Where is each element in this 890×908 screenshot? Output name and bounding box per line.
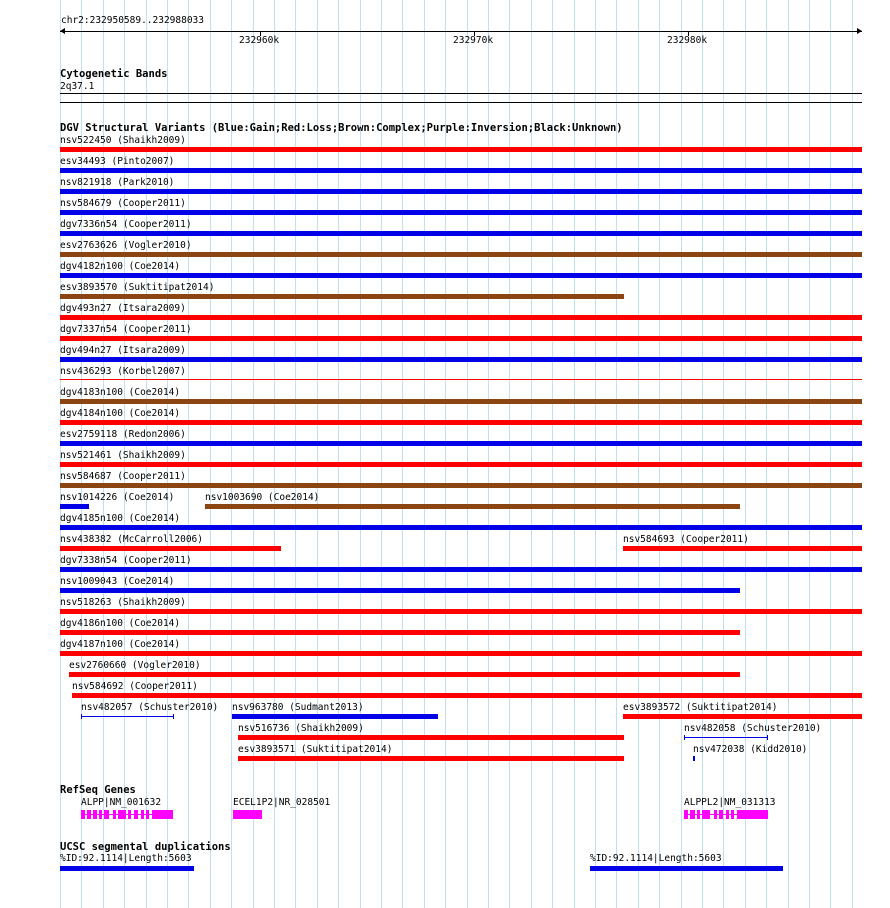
variant-end-cap bbox=[684, 735, 685, 740]
variant-bar-gain[interactable] bbox=[232, 714, 438, 719]
gene-exon-alppl2[interactable] bbox=[702, 810, 710, 819]
variant-bar-complex[interactable] bbox=[60, 399, 862, 404]
variant-label[interactable]: dgv4185n100 (Coe2014) bbox=[60, 513, 181, 524]
variant-label[interactable]: nsv521461 (Shaikh2009) bbox=[60, 450, 186, 461]
gene-exon-alppl2[interactable] bbox=[697, 810, 700, 819]
gene-exon-alpp[interactable] bbox=[152, 810, 173, 819]
variant-label[interactable]: nsv1014226 (Coe2014) bbox=[60, 492, 175, 503]
variant-label[interactable]: dgv7337n54 (Cooper2011) bbox=[60, 324, 192, 335]
variant-label[interactable]: nsv821918 (Park2010) bbox=[60, 177, 175, 188]
variant-bar-gain[interactable] bbox=[684, 737, 768, 738]
gene-exon-alpp[interactable] bbox=[104, 810, 109, 819]
variant-label[interactable]: nsv438382 (McCarroll2006) bbox=[60, 534, 203, 545]
gene-exon-alppl2[interactable] bbox=[690, 810, 695, 819]
variant-label[interactable]: esv2759118 (Redon2006) bbox=[60, 429, 186, 440]
variant-label[interactable]: nsv522450 (Shaikh2009) bbox=[60, 135, 186, 146]
variant-bar-complex[interactable] bbox=[60, 483, 862, 488]
variant-label[interactable]: dgv4186n100 (Coe2014) bbox=[60, 618, 181, 629]
gene-exon-alpp[interactable] bbox=[146, 810, 149, 819]
ruler-left-arrow-icon bbox=[60, 28, 65, 34]
ruler-right-arrow-icon bbox=[857, 28, 862, 34]
gene-label-ecel1p2[interactable]: ECEL1P2|NR_028501 bbox=[233, 797, 331, 808]
variant-label[interactable]: dgv4187n100 (Coe2014) bbox=[60, 639, 181, 650]
variant-label[interactable]: nsv1009043 (Coe2014) bbox=[60, 576, 175, 587]
variant-bar-gain[interactable] bbox=[60, 441, 862, 446]
ruler-tick-label: 232960k bbox=[239, 35, 280, 46]
segdup-track-title: UCSC segmental duplications bbox=[60, 841, 231, 853]
variant-label[interactable]: dgv494n27 (Itsara2009) bbox=[60, 345, 186, 356]
gene-exon-alppl2[interactable] bbox=[726, 810, 729, 819]
variant-end-cap bbox=[173, 714, 174, 719]
variant-bar-gain[interactable] bbox=[60, 567, 862, 572]
ruler-tick-label: 232970k bbox=[453, 35, 494, 46]
variant-bar-gain[interactable] bbox=[60, 168, 862, 173]
variant-label[interactable]: dgv4182n100 (Coe2014) bbox=[60, 261, 181, 272]
variant-label[interactable]: esv3893572 (Suktitipat2014) bbox=[623, 702, 778, 713]
gene-exon-alpp[interactable] bbox=[141, 810, 144, 819]
gene-exon-alpp[interactable] bbox=[87, 810, 91, 819]
ruler-line[interactable] bbox=[60, 31, 862, 32]
gene-label-alpp[interactable]: ALPP|NM_001632 bbox=[81, 797, 162, 808]
variant-bar-gain[interactable] bbox=[60, 588, 740, 593]
refseq-track-title: RefSeq Genes bbox=[60, 784, 136, 796]
variant-label[interactable]: nsv584693 (Cooper2011) bbox=[623, 534, 749, 545]
cytoband-band-bottom bbox=[60, 102, 862, 103]
cytoband-band[interactable] bbox=[60, 93, 862, 94]
variant-bar-complex[interactable] bbox=[60, 294, 624, 299]
variant-bar-loss[interactable] bbox=[60, 651, 862, 656]
gene-exon-alppl2[interactable] bbox=[737, 810, 768, 819]
variant-bar-loss[interactable] bbox=[60, 609, 862, 614]
variant-label[interactable]: nsv584679 (Cooper2011) bbox=[60, 198, 186, 209]
gene-exon-alppl2[interactable] bbox=[731, 810, 734, 819]
variant-label[interactable]: nsv584687 (Cooper2011) bbox=[60, 471, 186, 482]
variant-bar-gain[interactable] bbox=[60, 231, 862, 236]
location-label: chr2:232950589..232988033 bbox=[61, 15, 204, 26]
variant-label[interactable]: dgv4184n100 (Coe2014) bbox=[60, 408, 181, 419]
variant-label[interactable]: esv2760660 (Vogler2010) bbox=[69, 660, 201, 671]
segdup-bar[interactable] bbox=[590, 866, 783, 871]
variant-label[interactable]: esv2763626 (Vogler2010) bbox=[60, 240, 192, 251]
variant-end-cap bbox=[767, 735, 768, 740]
ruler-tick-label: 232980k bbox=[667, 35, 708, 46]
cytoband-label: 2q37.1 bbox=[60, 81, 95, 92]
segdup-bar[interactable] bbox=[60, 866, 194, 871]
variant-label[interactable]: nsv482057 (Schuster2010) bbox=[81, 702, 219, 713]
variant-bar-gain[interactable] bbox=[60, 210, 862, 215]
gene-exon-alpp[interactable] bbox=[128, 810, 131, 819]
variant-bar-loss[interactable] bbox=[69, 672, 740, 677]
variant-label[interactable]: nsv516736 (Shaikh2009) bbox=[238, 723, 364, 734]
variant-label[interactable]: esv34493 (Pinto2007) bbox=[60, 156, 175, 167]
variant-bar-gain[interactable] bbox=[60, 525, 862, 530]
cytoband-track-title: Cytogenetic Bands bbox=[60, 68, 168, 80]
variant-label[interactable]: nsv584692 (Cooper2011) bbox=[72, 681, 198, 692]
variant-label[interactable]: dgv7336n54 (Cooper2011) bbox=[60, 219, 192, 230]
variant-label[interactable]: nsv1003690 (Coe2014) bbox=[205, 492, 320, 503]
variant-bar-gain[interactable] bbox=[60, 357, 862, 362]
variant-label[interactable]: dgv7338n54 (Cooper2011) bbox=[60, 555, 192, 566]
gene-exon-alpp[interactable] bbox=[93, 810, 97, 819]
variant-label[interactable]: nsv482058 (Schuster2010) bbox=[684, 723, 822, 734]
variant-label[interactable]: esv3893571 (Suktitipat2014) bbox=[238, 744, 393, 755]
variant-bar-loss[interactable] bbox=[60, 546, 281, 551]
variant-label[interactable]: nsv472038 (Kidd2010) bbox=[693, 744, 808, 755]
gene-label-alppl2[interactable]: ALPPL2|NM_031313 bbox=[684, 797, 776, 808]
variant-label[interactable]: nsv963780 (Sudmant2013) bbox=[232, 702, 364, 713]
segdup-label[interactable]: %ID:92.1114|Length:5603 bbox=[590, 853, 722, 864]
variant-bar-complex[interactable] bbox=[205, 504, 740, 509]
gene-exon-ecel1p2[interactable] bbox=[233, 810, 262, 819]
variant-bar-gain[interactable] bbox=[81, 716, 174, 717]
gene-exon-alpp[interactable] bbox=[113, 810, 116, 819]
variant-bar-gain[interactable] bbox=[60, 273, 862, 278]
gene-exon-alppl2[interactable] bbox=[714, 810, 717, 819]
variant-bar-loss[interactable] bbox=[60, 462, 862, 467]
variant-bar-loss[interactable] bbox=[60, 315, 862, 320]
variant-end-cap bbox=[81, 714, 82, 719]
variant-label[interactable]: esv3893570 (Suktitipat2014) bbox=[60, 282, 215, 293]
gene-exon-alppl2[interactable] bbox=[719, 810, 723, 819]
variant-bar-loss[interactable] bbox=[60, 336, 862, 341]
variant-label[interactable]: dgv493n27 (Itsara2009) bbox=[60, 303, 186, 314]
gene-exon-alpp[interactable] bbox=[118, 810, 126, 819]
variant-bar-loss[interactable] bbox=[238, 756, 624, 761]
dgv-track-title: DGV Structural Variants (Blue:Gain;Red:Loss;Brown:Complex;Purple:Inversion;Black:Unknown) bbox=[60, 122, 623, 134]
variant-bar-loss[interactable] bbox=[60, 379, 862, 380]
variant-bar-gain[interactable] bbox=[693, 756, 695, 761]
variant-bar-loss[interactable] bbox=[623, 714, 862, 719]
variant-bar-loss[interactable] bbox=[72, 693, 862, 698]
variant-bar-loss[interactable] bbox=[238, 735, 624, 740]
variant-bar-gain[interactable] bbox=[60, 189, 862, 194]
gene-exon-alpp[interactable] bbox=[99, 810, 102, 819]
variant-bar-loss[interactable] bbox=[60, 147, 862, 152]
variant-label[interactable]: nsv518263 (Shaikh2009) bbox=[60, 597, 186, 608]
segdup-label[interactable]: %ID:92.1114|Length:5603 bbox=[60, 853, 192, 864]
gene-exon-alppl2[interactable] bbox=[684, 810, 688, 819]
gene-exon-alpp[interactable] bbox=[81, 810, 85, 819]
variant-label[interactable]: nsv436293 (Korbel2007) bbox=[60, 366, 186, 377]
variant-bar-loss[interactable] bbox=[60, 630, 740, 635]
variant-bar-gain[interactable] bbox=[60, 504, 89, 509]
variant-bar-loss[interactable] bbox=[60, 420, 862, 425]
variant-bar-loss[interactable] bbox=[623, 546, 862, 551]
gene-exon-alpp[interactable] bbox=[134, 810, 138, 819]
variant-label[interactable]: dgv4183n100 (Coe2014) bbox=[60, 387, 181, 398]
variant-bar-complex[interactable] bbox=[60, 252, 862, 257]
